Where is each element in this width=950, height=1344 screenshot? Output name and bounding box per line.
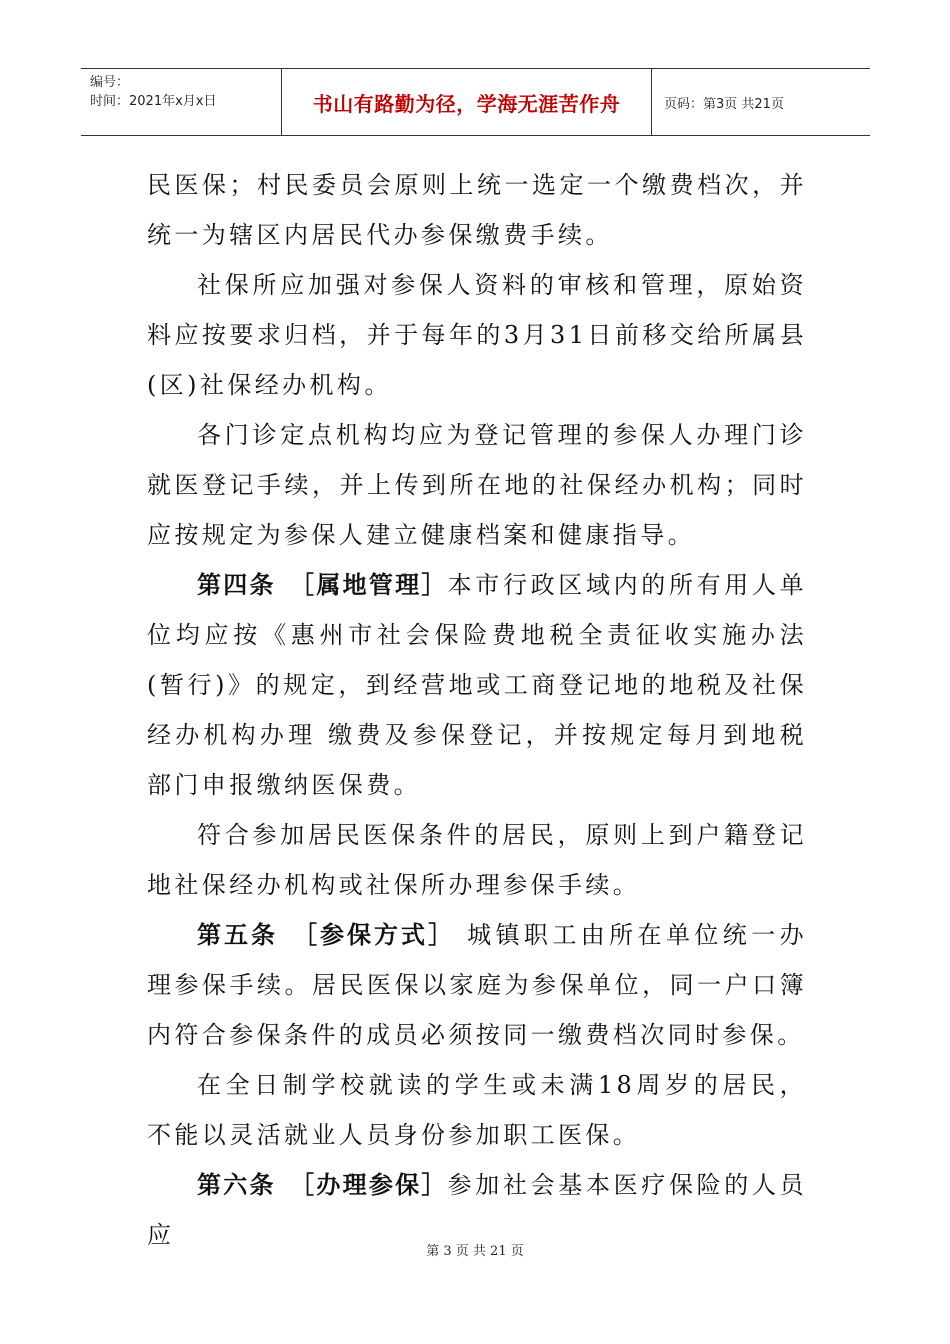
article-5-title: 第五条 ［参保方式］ bbox=[197, 921, 456, 949]
header-meta bbox=[81, 69, 282, 135]
article-4-text: 本市行政区域内的所有用人单位均应按《惠州市社会保险费地税全责征收实施办法(暂行)》的规定，到经营地或工商登记地的地税及社保经办机构办理 缴费及参保登记，并按规定每月到地税部门申报缴纳医保费。 bbox=[147, 571, 808, 799]
paragraph-5: 符合参加居民医保条件的居民，原则上到户籍登记地社保经办机构或社保所办理参保手续。 bbox=[147, 821, 807, 899]
paragraph-2: 社保所应加强对参保人资料的审核和管理，原始资料应按要求归档，并于每年的3月31日前移交给所属县(区)社保经办机构。 bbox=[147, 271, 807, 399]
article-6-text: 参加社会基本医疗保险的人员应 bbox=[147, 1171, 808, 1249]
article-4 bbox=[147, 560, 807, 810]
header-number-label: 编号： bbox=[90, 75, 130, 90]
paragraph-1: 民医保；村民委员会原则上统一选定一个缴费档次，并统一为辖区内居民代办参保缴费手续。 bbox=[147, 171, 807, 249]
header-page-info: 页码：第3页 共21页 bbox=[664, 96, 784, 112]
document-header bbox=[81, 68, 870, 136]
page-footer: 第 3 页 共 21 页 bbox=[426, 1244, 524, 1259]
header-time-label: 时间：2021年x月x日 bbox=[90, 94, 217, 109]
document-body bbox=[147, 160, 807, 1260]
article-6-title: 第六条 ［办理参保］ bbox=[197, 1171, 448, 1199]
paragraph-3: 各门诊定点机构均应为登记管理的参保人办理门诊就医登记手续，并上传到所在地的社保经办机构；同时应按规定为参保人建立健康档案和健康指导。 bbox=[147, 421, 807, 549]
paragraph-6: 在全日制学校就读的学生或未满18周岁的居民，不能以灵活就业人员身份参加职工医保。 bbox=[147, 1071, 807, 1149]
article-5-text: 城镇职工由所在单位统一办理参保手续。居民医保以家庭为参保单位，同一户口簿内符合参保条件的成员必须按同一缴费档次同时参保。 bbox=[147, 921, 807, 1049]
article-4-title: 第四条 ［属地管理］ bbox=[197, 571, 448, 599]
header-motto: 书山有路勤为径，学海无涯苦作舟 bbox=[282, 69, 652, 135]
article-5 bbox=[147, 910, 807, 1060]
